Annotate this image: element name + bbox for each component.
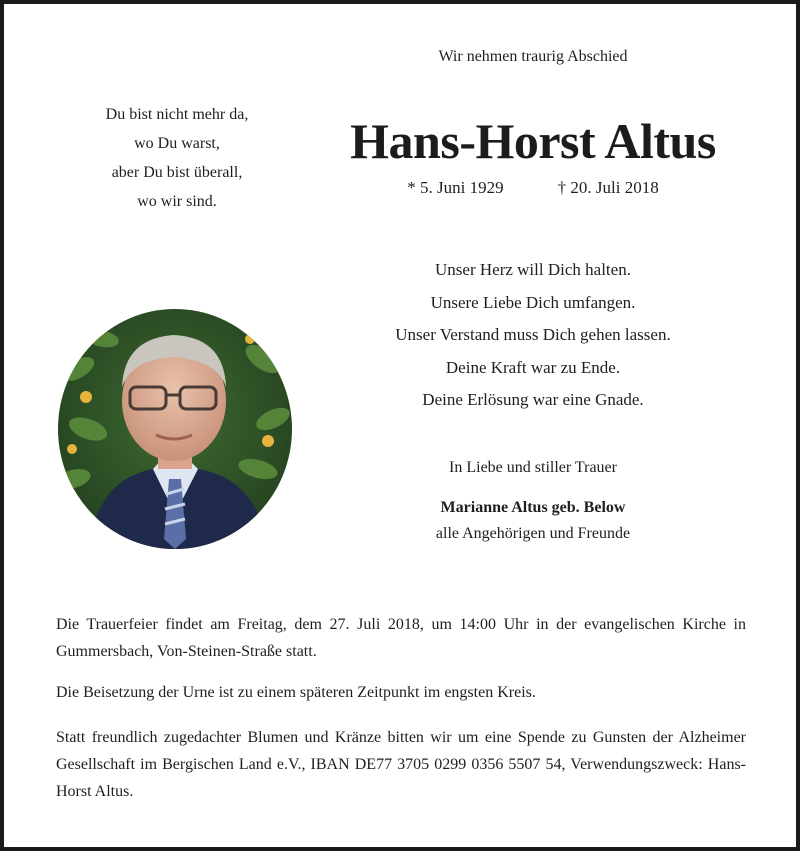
mourner-name: Marianne Altus geb. Below (440, 499, 626, 516)
funeral-notice: Die Trauerfeier findet am Freitag, dem 27. Juli 2018, um 14:00 Uhr in der evangelischen Kirche in Gummersbach, Von-Steinen-Straße statt. (56, 616, 746, 660)
portrait-illustration (58, 309, 292, 549)
birth-date: * 5. Juni 1929 (407, 178, 504, 197)
mourning-phrase: In Liebe und stiller Trauer (449, 459, 617, 476)
deceased-name: Hans-Horst Altus (350, 113, 716, 169)
life-dates (330, 178, 736, 198)
poem-line: Unser Herz will Dich halten. (435, 260, 631, 279)
motto (60, 100, 294, 216)
burial-notice: Die Beisetzung der Urne ist zu einem späteren Zeitpunkt im engsten Kreis. (56, 684, 536, 701)
poem-line: Deine Erlösung war eine Gnade. (422, 390, 644, 409)
motto-line: wo wir sind. (137, 193, 217, 210)
motto-line: aber Du bist überall, (111, 164, 243, 181)
poem-line: Deine Kraft war zu Ende. (445, 357, 621, 377)
death-date: † 20. Juli 2018 (557, 178, 659, 197)
donation-notice: Statt freundlich zugedachter Blumen und Kränze bitten wir um eine Spende zu Gunsten der Alzheimer Gesellschaft im Bergischen Land e.V., IBAN DE77 3705 0299 0356 5507 54, Verwendungszweck: Hans-Horst Altus. (56, 729, 746, 800)
motto-line: Du bist nicht mehr da, (105, 106, 249, 123)
poem-line: Unser Verstand muss Dich gehen lassen. (395, 325, 671, 344)
motto-line: wo Du warst, (134, 135, 220, 152)
portrait-photo (58, 309, 292, 549)
intro-line: Wir nehmen traurig Abschied (438, 48, 628, 65)
relatives-line: alle Angehörigen und Freunde (435, 525, 631, 542)
poem (330, 254, 736, 417)
signoff (330, 459, 736, 543)
poem-line: Unsere Liebe Dich umfangen. (430, 292, 636, 312)
